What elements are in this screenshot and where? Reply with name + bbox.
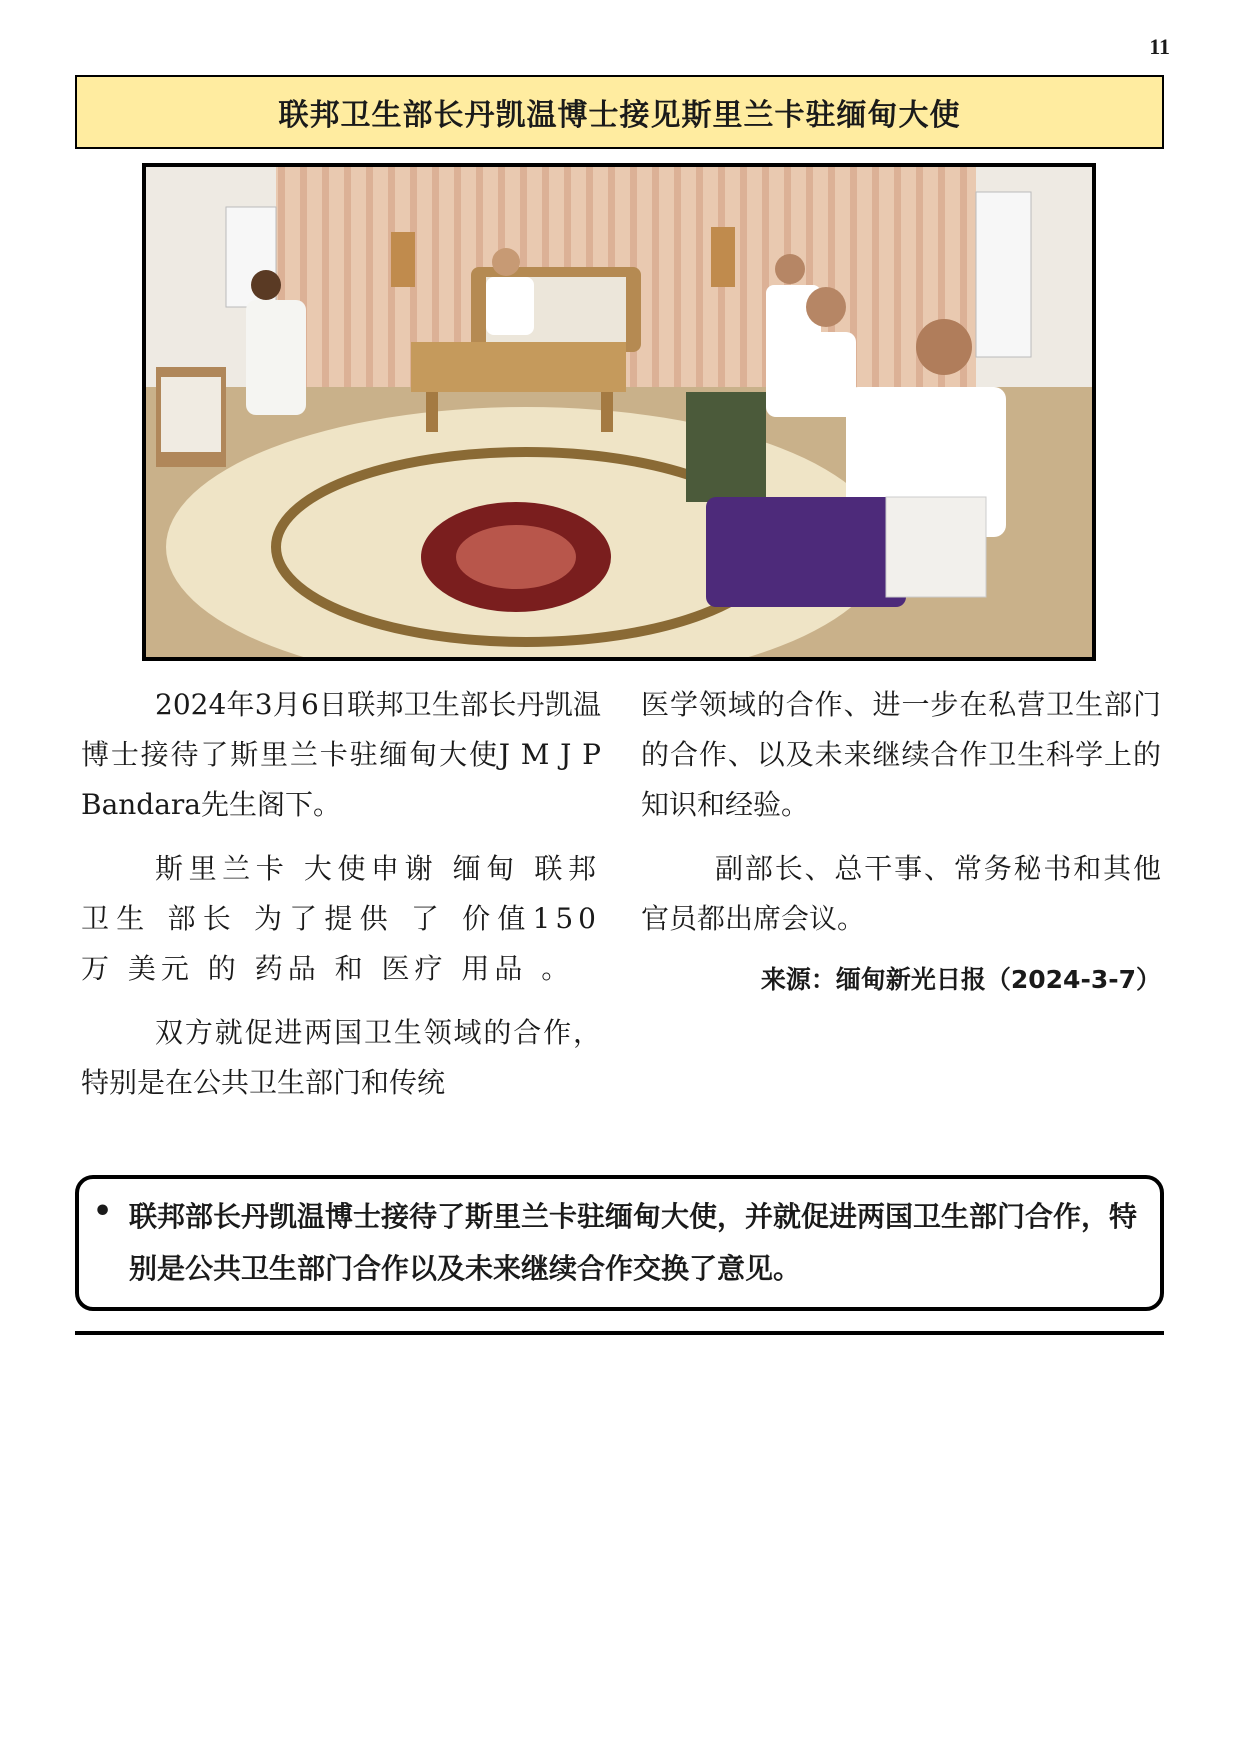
bullet-icon: • (93, 1194, 113, 1229)
title-banner (75, 75, 1164, 149)
divider-line (75, 1331, 1164, 1335)
article-title: 联邦卫生部长丹凯温博士接见斯里兰卡驻缅甸大使 (278, 98, 961, 133)
summary-text: 联邦部长丹凯温博士接待了斯里兰卡驻缅甸大使，并就促进两国卫生部门合作，特别是公共卫生部门合作以及未来继续合作交换了意见。 (129, 1200, 1138, 1285)
meeting-photo-illustration (146, 167, 1092, 657)
article-left-column (81, 680, 601, 1122)
summary-box (75, 1175, 1164, 1311)
paragraph-cooperation: 双方就促进两国卫生领域的合作，特别是在公共卫生部门和传统 (81, 1016, 601, 1099)
article-right-column (641, 680, 1161, 1002)
meeting-photo (142, 163, 1096, 661)
paragraph-cooperation-cont: 医学领域的合作、进一步在私营卫生部门的合作、以及未来继续合作卫生科学上的知识和经验。 (641, 688, 1161, 821)
paragraph-thanks: 斯里兰卡 大使申谢 缅甸 联邦 卫生 部长 为了提供 了 价值150 万 美元 的 药品 和 医疗 用品 。 (81, 852, 601, 985)
page-number: 11 (1149, 34, 1170, 59)
source-citation: 来源：缅甸新光日报（2024-3-7） (760, 965, 1161, 994)
paragraph-meeting-date: 2024年3月6日联邦卫生部长丹凯温博士接待了斯里兰卡驻缅甸大使J M J P Bandara先生阁下。 (81, 688, 601, 821)
paragraph-attendees: 副部长、总干事、常务秘书和其他官员都出席会议。 (641, 852, 1161, 935)
